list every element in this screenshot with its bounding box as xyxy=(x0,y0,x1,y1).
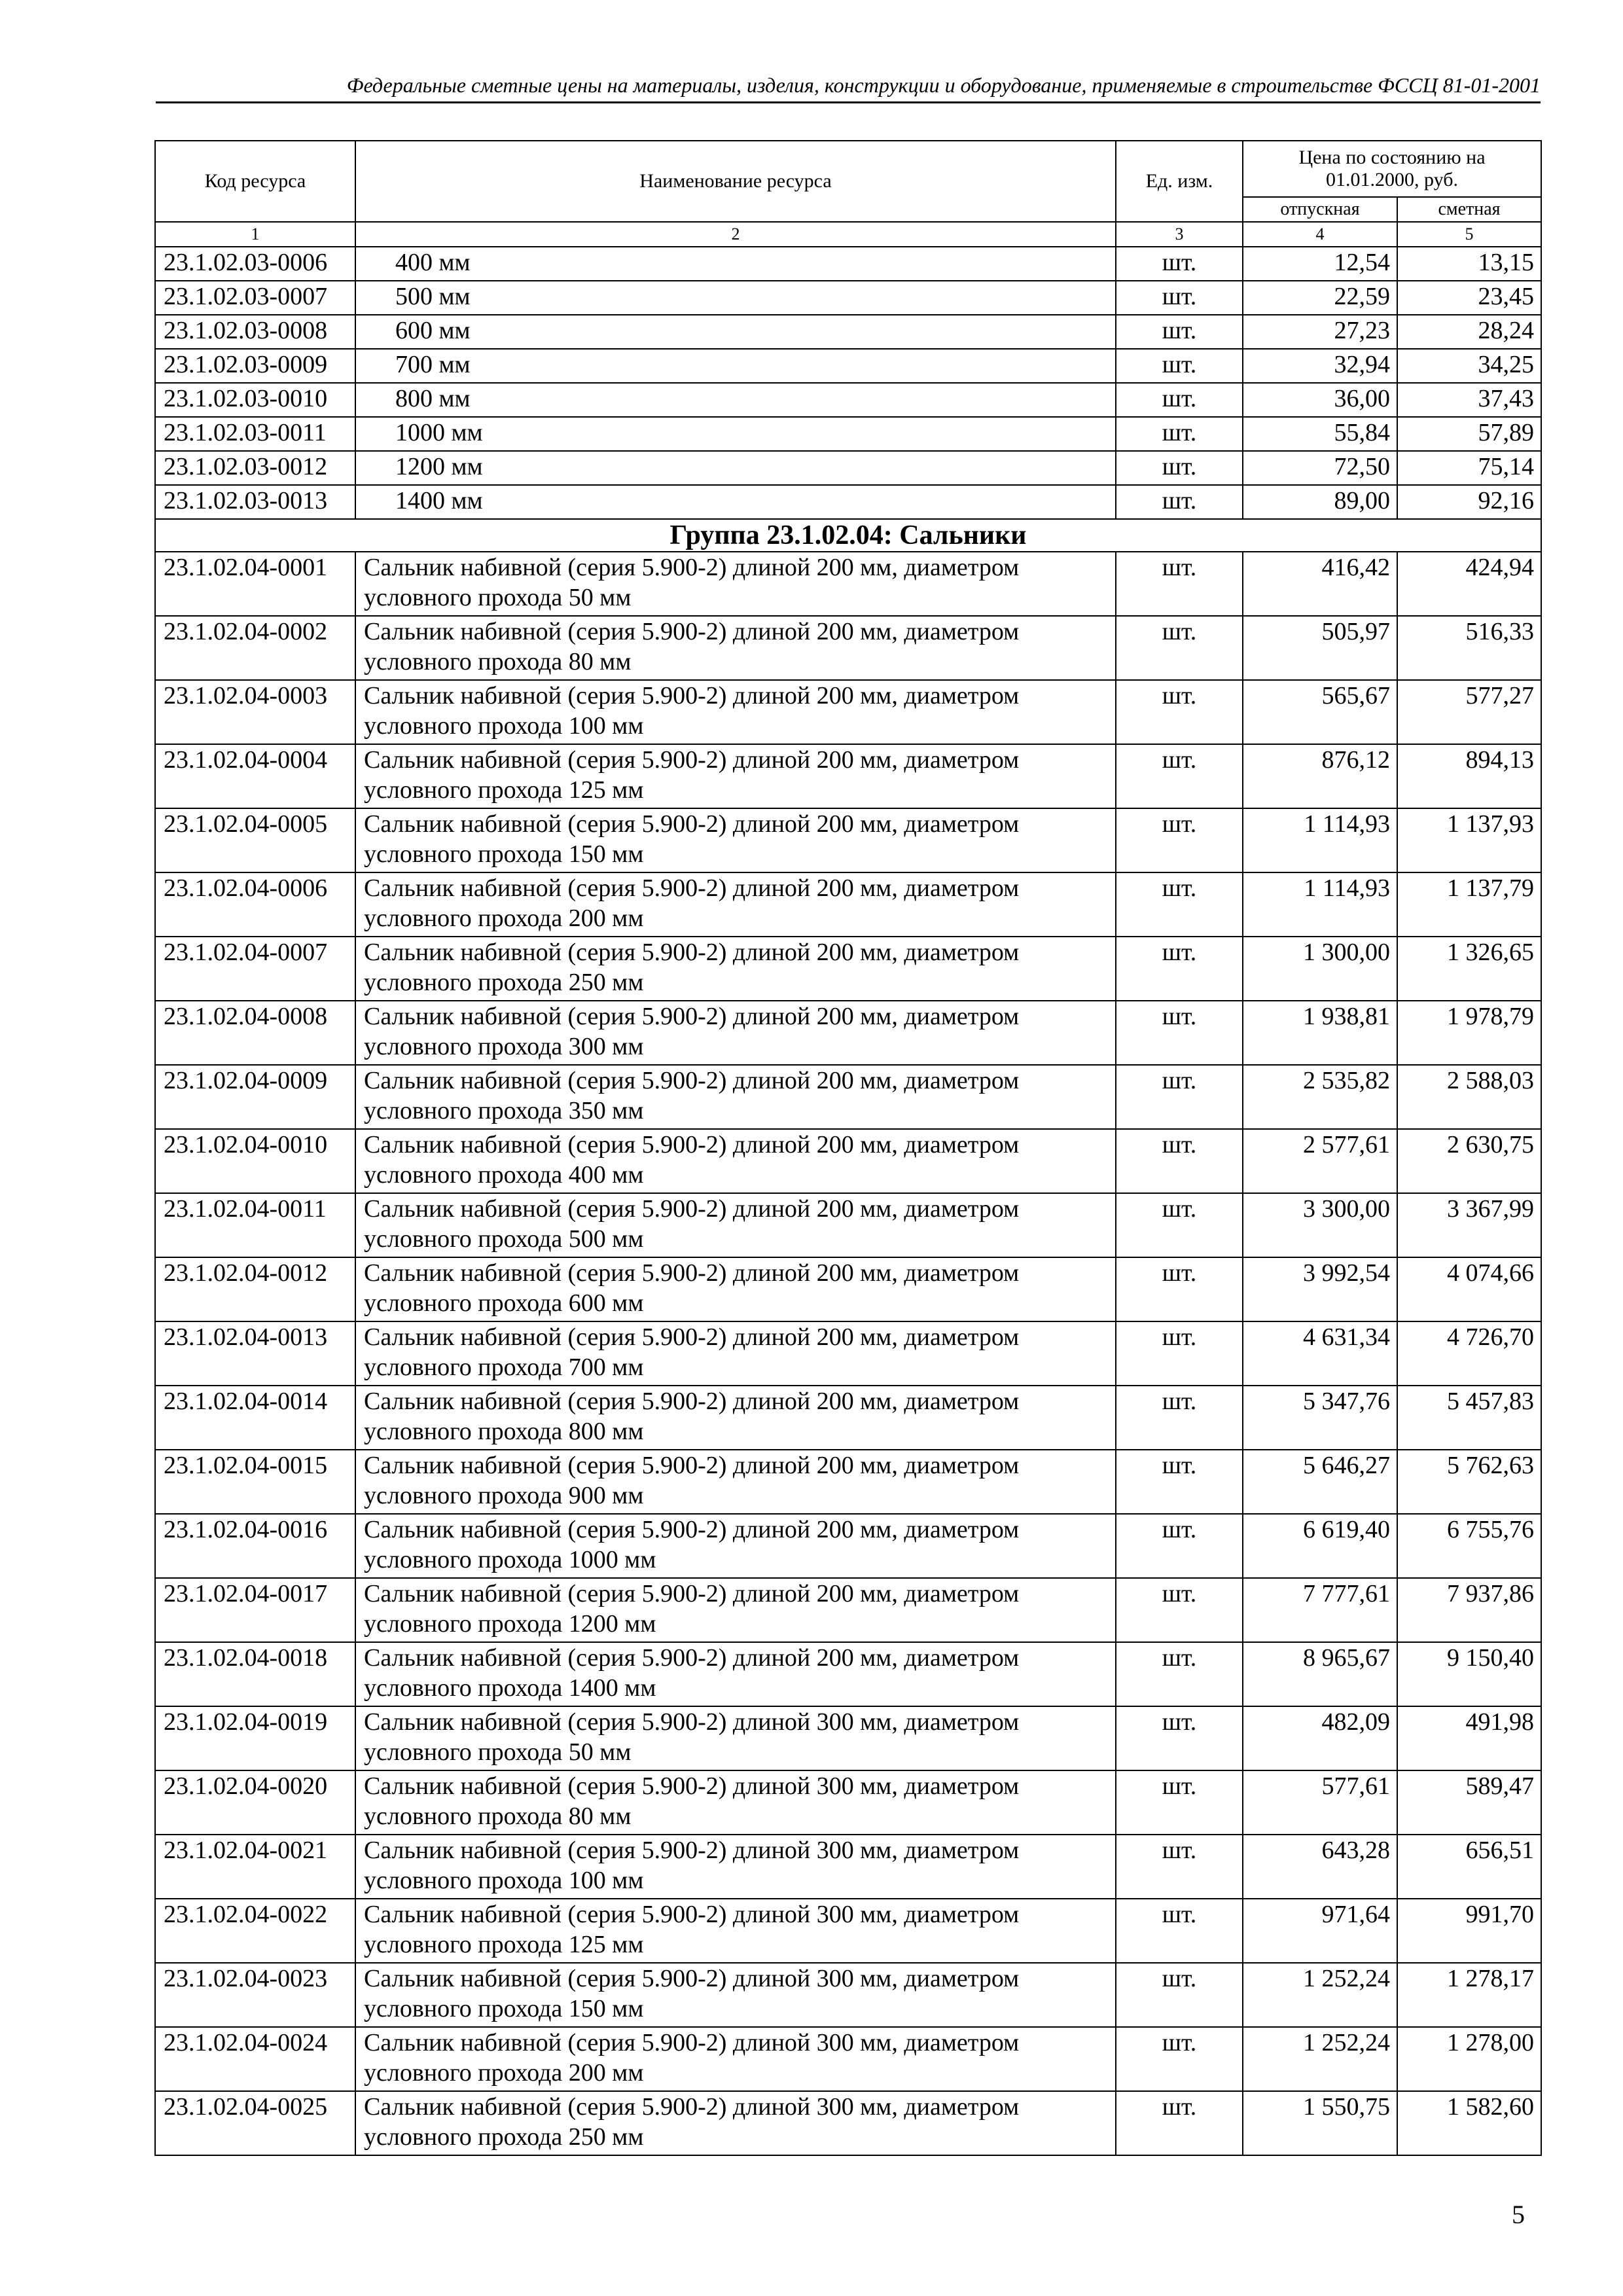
unit-cell: шт. xyxy=(1116,1770,1243,1835)
table-row xyxy=(155,1706,1541,1770)
code-cell: 23.1.02.04-0001 xyxy=(155,552,355,616)
table-row xyxy=(155,1770,1541,1835)
unit-cell: шт. xyxy=(1116,937,1243,1001)
name-cell: Сальник набивной (серия 5.900-2) длиной 200 мм, диаметром условного прохода 1000 мм xyxy=(355,1514,1116,1578)
name-cell: 1200 мм xyxy=(355,451,1116,485)
table-row xyxy=(155,451,1541,485)
code-cell: 23.1.02.03-0007 xyxy=(155,281,355,315)
table-row xyxy=(155,1514,1541,1578)
estimate-price-cell: 589,47 xyxy=(1397,1770,1541,1835)
release-price-cell: 565,67 xyxy=(1243,680,1397,744)
table-row xyxy=(155,247,1541,281)
code-cell: 23.1.02.04-0022 xyxy=(155,1899,355,1963)
release-price-cell: 416,42 xyxy=(1243,552,1397,616)
code-cell: 23.1.02.04-0021 xyxy=(155,1835,355,1899)
header-name: Наименование ресурса xyxy=(355,141,1116,222)
release-price-cell: 6 619,40 xyxy=(1243,1514,1397,1578)
code-cell: 23.1.02.04-0014 xyxy=(155,1386,355,1450)
table-row xyxy=(155,1001,1541,1065)
release-price-cell: 876,12 xyxy=(1243,744,1397,808)
code-cell: 23.1.02.04-0024 xyxy=(155,2027,355,2091)
unit-cell: шт. xyxy=(1116,1578,1243,1642)
code-cell: 23.1.02.03-0010 xyxy=(155,383,355,417)
estimate-price-cell: 7 937,86 xyxy=(1397,1578,1541,1642)
header-release-price: отпускная xyxy=(1243,197,1397,222)
release-price-cell: 1 938,81 xyxy=(1243,1001,1397,1065)
code-cell: 23.1.02.04-0002 xyxy=(155,616,355,680)
table-row xyxy=(155,1835,1541,1899)
code-cell: 23.1.02.04-0008 xyxy=(155,1001,355,1065)
unit-cell: шт. xyxy=(1116,1257,1243,1321)
code-cell: 23.1.02.04-0004 xyxy=(155,744,355,808)
release-price-cell: 36,00 xyxy=(1243,383,1397,417)
page-number: 5 xyxy=(1512,2200,1525,2229)
name-cell: Сальник набивной (серия 5.900-2) длиной 200 мм, диаметром условного прохода 100 мм xyxy=(355,680,1116,744)
table-row xyxy=(155,1899,1541,1963)
code-cell: 23.1.02.04-0011 xyxy=(155,1193,355,1257)
unit-cell: шт. xyxy=(1116,1706,1243,1770)
table-row xyxy=(155,1129,1541,1193)
name-cell: 600 мм xyxy=(355,315,1116,349)
estimate-price-cell: 424,94 xyxy=(1397,552,1541,616)
header-code: Код ресурса xyxy=(155,141,355,222)
release-price-cell: 1 550,75 xyxy=(1243,2091,1397,2155)
code-cell: 23.1.02.04-0016 xyxy=(155,1514,355,1578)
release-price-cell: 7 777,61 xyxy=(1243,1578,1397,1642)
unit-cell: шт. xyxy=(1116,451,1243,485)
table-row xyxy=(155,1257,1541,1321)
release-price-cell: 2 535,82 xyxy=(1243,1065,1397,1129)
estimate-price-cell: 75,14 xyxy=(1397,451,1541,485)
table-row xyxy=(155,1193,1541,1257)
table-row xyxy=(155,417,1541,451)
estimate-price-cell: 37,43 xyxy=(1397,383,1541,417)
release-price-cell: 643,28 xyxy=(1243,1835,1397,1899)
release-price-cell: 482,09 xyxy=(1243,1706,1397,1770)
table-row xyxy=(155,383,1541,417)
code-cell: 23.1.02.04-0006 xyxy=(155,872,355,937)
table-row xyxy=(155,552,1541,616)
estimate-price-cell: 92,16 xyxy=(1397,485,1541,519)
header-unit: Ед. изм. xyxy=(1116,141,1243,222)
release-price-cell: 27,23 xyxy=(1243,315,1397,349)
estimate-price-cell: 1 278,17 xyxy=(1397,1963,1541,2027)
release-price-cell: 1 300,00 xyxy=(1243,937,1397,1001)
unit-cell: шт. xyxy=(1116,808,1243,872)
unit-cell: шт. xyxy=(1116,1514,1243,1578)
estimate-price-cell: 3 367,99 xyxy=(1397,1193,1541,1257)
estimate-price-cell: 2 630,75 xyxy=(1397,1129,1541,1193)
name-cell: Сальник набивной (серия 5.900-2) длиной 200 мм, диаметром условного прохода 600 мм xyxy=(355,1257,1116,1321)
code-cell: 23.1.02.04-0017 xyxy=(155,1578,355,1642)
unit-cell: шт. xyxy=(1116,552,1243,616)
name-cell: Сальник набивной (серия 5.900-2) длиной 300 мм, диаметром условного прохода 250 мм xyxy=(355,2091,1116,2155)
estimate-price-cell: 1 137,93 xyxy=(1397,808,1541,872)
estimate-price-cell: 13,15 xyxy=(1397,247,1541,281)
code-cell: 23.1.02.03-0013 xyxy=(155,485,355,519)
table-row xyxy=(155,485,1541,519)
name-cell: Сальник набивной (серия 5.900-2) длиной 300 мм, диаметром условного прохода 50 мм xyxy=(355,1706,1116,1770)
unit-cell: шт. xyxy=(1116,2027,1243,2091)
name-cell: Сальник набивной (серия 5.900-2) длиной 200 мм, диаметром условного прохода 50 мм xyxy=(355,552,1116,616)
header-estimate-price: сметная xyxy=(1397,197,1541,222)
release-price-cell: 971,64 xyxy=(1243,1899,1397,1963)
unit-cell: шт. xyxy=(1116,349,1243,383)
estimate-price-cell: 5 457,83 xyxy=(1397,1386,1541,1450)
table-row xyxy=(155,1963,1541,2027)
estimate-price-cell: 516,33 xyxy=(1397,616,1541,680)
column-number: 2 xyxy=(355,222,1116,247)
code-cell: 23.1.02.04-0010 xyxy=(155,1129,355,1193)
running-head: Федеральные сметные цены на материалы, изделия, конструкции и оборудование, применяемые в строительстве ФССЦ 81-01-2001 xyxy=(156,73,1541,103)
name-cell: Сальник набивной (серия 5.900-2) длиной 200 мм, диаметром условного прохода 500 мм xyxy=(355,1193,1116,1257)
column-number: 5 xyxy=(1397,222,1541,247)
name-cell: 1400 мм xyxy=(355,485,1116,519)
table-row xyxy=(155,680,1541,744)
estimate-price-cell: 1 978,79 xyxy=(1397,1001,1541,1065)
table-row xyxy=(155,808,1541,872)
release-price-cell: 1 114,93 xyxy=(1243,808,1397,872)
name-cell: Сальник набивной (серия 5.900-2) длиной 200 мм, диаметром условного прохода 900 мм xyxy=(355,1450,1116,1514)
name-cell: Сальник набивной (серия 5.900-2) длиной 300 мм, диаметром условного прохода 150 мм xyxy=(355,1963,1116,2027)
table-row xyxy=(155,1642,1541,1706)
table-row xyxy=(155,2027,1541,2091)
release-price-cell: 22,59 xyxy=(1243,281,1397,315)
table-row xyxy=(155,1321,1541,1386)
unit-cell: шт. xyxy=(1116,680,1243,744)
code-cell: 23.1.02.04-0005 xyxy=(155,808,355,872)
name-cell: Сальник набивной (серия 5.900-2) длиной 300 мм, диаметром условного прохода 80 мм xyxy=(355,1770,1116,1835)
unit-cell: шт. xyxy=(1116,1899,1243,1963)
column-number: 4 xyxy=(1243,222,1397,247)
unit-cell: шт. xyxy=(1116,1835,1243,1899)
table-row xyxy=(155,872,1541,937)
unit-cell: шт. xyxy=(1116,1065,1243,1129)
code-cell: 23.1.02.04-0023 xyxy=(155,1963,355,2027)
name-cell: Сальник набивной (серия 5.900-2) длиной 300 мм, диаметром условного прохода 100 мм xyxy=(355,1835,1116,1899)
estimate-price-cell: 6 755,76 xyxy=(1397,1514,1541,1578)
estimate-price-cell: 23,45 xyxy=(1397,281,1541,315)
table-row xyxy=(155,1578,1541,1642)
estimate-price-cell: 28,24 xyxy=(1397,315,1541,349)
unit-cell: шт. xyxy=(1116,1450,1243,1514)
code-cell: 23.1.02.03-0012 xyxy=(155,451,355,485)
estimate-price-cell: 34,25 xyxy=(1397,349,1541,383)
release-price-cell: 8 965,67 xyxy=(1243,1642,1397,1706)
price-table xyxy=(154,140,1542,2156)
name-cell: Сальник набивной (серия 5.900-2) длиной 200 мм, диаметром условного прохода 300 мм xyxy=(355,1001,1116,1065)
table-row xyxy=(155,349,1541,383)
table-row xyxy=(155,616,1541,680)
code-cell: 23.1.02.04-0019 xyxy=(155,1706,355,1770)
name-cell: 800 мм xyxy=(355,383,1116,417)
column-number: 3 xyxy=(1116,222,1243,247)
estimate-price-cell: 1 137,79 xyxy=(1397,872,1541,937)
unit-cell: шт. xyxy=(1116,1129,1243,1193)
name-cell: Сальник набивной (серия 5.900-2) длиной 200 мм, диаметром условного прохода 700 мм xyxy=(355,1321,1116,1386)
unit-cell: шт. xyxy=(1116,485,1243,519)
release-price-cell: 505,97 xyxy=(1243,616,1397,680)
release-price-cell: 577,61 xyxy=(1243,1770,1397,1835)
estimate-price-cell: 656,51 xyxy=(1397,1835,1541,1899)
unit-cell: шт. xyxy=(1116,1001,1243,1065)
table-row xyxy=(155,744,1541,808)
table-row xyxy=(155,1450,1541,1514)
name-cell: 700 мм xyxy=(355,349,1116,383)
unit-cell: шт. xyxy=(1116,872,1243,937)
estimate-price-cell: 9 150,40 xyxy=(1397,1642,1541,1706)
unit-cell: шт. xyxy=(1116,744,1243,808)
release-price-cell: 4 631,34 xyxy=(1243,1321,1397,1386)
name-cell: Сальник набивной (серия 5.900-2) длиной 300 мм, диаметром условного прохода 125 мм xyxy=(355,1899,1116,1963)
code-cell: 23.1.02.04-0015 xyxy=(155,1450,355,1514)
release-price-cell: 3 300,00 xyxy=(1243,1193,1397,1257)
table-row xyxy=(155,2091,1541,2155)
name-cell: Сальник набивной (серия 5.900-2) длиной 200 мм, диаметром условного прохода 200 мм xyxy=(355,872,1116,937)
estimate-price-cell: 1 582,60 xyxy=(1397,2091,1541,2155)
unit-cell: шт. xyxy=(1116,1321,1243,1386)
unit-cell: шт. xyxy=(1116,1386,1243,1450)
header-price: Цена по состоянию на 01.01.2000, руб. xyxy=(1243,141,1541,197)
release-price-cell: 12,54 xyxy=(1243,247,1397,281)
unit-cell: шт. xyxy=(1116,616,1243,680)
name-cell: Сальник набивной (серия 5.900-2) длиной 200 мм, диаметром условного прохода 125 мм xyxy=(355,744,1116,808)
name-cell: 500 мм xyxy=(355,281,1116,315)
table-row xyxy=(155,1386,1541,1450)
unit-cell: шт. xyxy=(1116,1642,1243,1706)
unit-cell: шт. xyxy=(1116,1193,1243,1257)
code-cell: 23.1.02.04-0007 xyxy=(155,937,355,1001)
release-price-cell: 2 577,61 xyxy=(1243,1129,1397,1193)
name-cell: Сальник набивной (серия 5.900-2) длиной 200 мм, диаметром условного прохода 1200 мм xyxy=(355,1578,1116,1642)
estimate-price-cell: 2 588,03 xyxy=(1397,1065,1541,1129)
name-cell: 1000 мм xyxy=(355,417,1116,451)
name-cell: Сальник набивной (серия 5.900-2) длиной 200 мм, диаметром условного прохода 350 мм xyxy=(355,1065,1116,1129)
name-cell: Сальник набивной (серия 5.900-2) длиной 200 мм, диаметром условного прохода 250 мм xyxy=(355,937,1116,1001)
name-cell: Сальник набивной (серия 5.900-2) длиной 200 мм, диаметром условного прохода 80 мм xyxy=(355,616,1116,680)
unit-cell: шт. xyxy=(1116,417,1243,451)
estimate-price-cell: 1 278,00 xyxy=(1397,2027,1541,2091)
name-cell: 400 мм xyxy=(355,247,1116,281)
table-row xyxy=(155,281,1541,315)
unit-cell: шт. xyxy=(1116,281,1243,315)
unit-cell: шт. xyxy=(1116,383,1243,417)
code-cell: 23.1.02.04-0009 xyxy=(155,1065,355,1129)
release-price-cell: 5 646,27 xyxy=(1243,1450,1397,1514)
table-row xyxy=(155,315,1541,349)
estimate-price-cell: 4 726,70 xyxy=(1397,1321,1541,1386)
group-title: Группа 23.1.02.04: Сальники xyxy=(155,519,1541,552)
estimate-price-cell: 894,13 xyxy=(1397,744,1541,808)
estimate-price-cell: 577,27 xyxy=(1397,680,1541,744)
release-price-cell: 1 252,24 xyxy=(1243,2027,1397,2091)
code-cell: 23.1.02.04-0025 xyxy=(155,2091,355,2155)
code-cell: 23.1.02.03-0008 xyxy=(155,315,355,349)
code-cell: 23.1.02.03-0006 xyxy=(155,247,355,281)
name-cell: Сальник набивной (серия 5.900-2) длиной 200 мм, диаметром условного прохода 1400 мм xyxy=(355,1642,1116,1706)
name-cell: Сальник набивной (серия 5.900-2) длиной 200 мм, диаметром условного прохода 400 мм xyxy=(355,1129,1116,1193)
table-row xyxy=(155,1065,1541,1129)
unit-cell: шт. xyxy=(1116,315,1243,349)
release-price-cell: 32,94 xyxy=(1243,349,1397,383)
estimate-price-cell: 1 326,65 xyxy=(1397,937,1541,1001)
estimate-price-cell: 991,70 xyxy=(1397,1899,1541,1963)
estimate-price-cell: 5 762,63 xyxy=(1397,1450,1541,1514)
estimate-price-cell: 57,89 xyxy=(1397,417,1541,451)
code-cell: 23.1.02.04-0018 xyxy=(155,1642,355,1706)
table-row xyxy=(155,937,1541,1001)
code-cell: 23.1.02.04-0020 xyxy=(155,1770,355,1835)
release-price-cell: 89,00 xyxy=(1243,485,1397,519)
code-cell: 23.1.02.03-0011 xyxy=(155,417,355,451)
column-number: 1 xyxy=(155,222,355,247)
code-cell: 23.1.02.03-0009 xyxy=(155,349,355,383)
name-cell: Сальник набивной (серия 5.900-2) длиной 200 мм, диаметром условного прохода 150 мм xyxy=(355,808,1116,872)
code-cell: 23.1.02.04-0013 xyxy=(155,1321,355,1386)
code-cell: 23.1.02.04-0012 xyxy=(155,1257,355,1321)
release-price-cell: 55,84 xyxy=(1243,417,1397,451)
release-price-cell: 5 347,76 xyxy=(1243,1386,1397,1450)
release-price-cell: 1 114,93 xyxy=(1243,872,1397,937)
unit-cell: шт. xyxy=(1116,1963,1243,2027)
name-cell: Сальник набивной (серия 5.900-2) длиной 300 мм, диаметром условного прохода 200 мм xyxy=(355,2027,1116,2091)
release-price-cell: 1 252,24 xyxy=(1243,1963,1397,2027)
code-cell: 23.1.02.04-0003 xyxy=(155,680,355,744)
unit-cell: шт. xyxy=(1116,2091,1243,2155)
release-price-cell: 3 992,54 xyxy=(1243,1257,1397,1321)
release-price-cell: 72,50 xyxy=(1243,451,1397,485)
estimate-price-cell: 491,98 xyxy=(1397,1706,1541,1770)
unit-cell: шт. xyxy=(1116,247,1243,281)
name-cell: Сальник набивной (серия 5.900-2) длиной 200 мм, диаметром условного прохода 800 мм xyxy=(355,1386,1116,1450)
estimate-price-cell: 4 074,66 xyxy=(1397,1257,1541,1321)
